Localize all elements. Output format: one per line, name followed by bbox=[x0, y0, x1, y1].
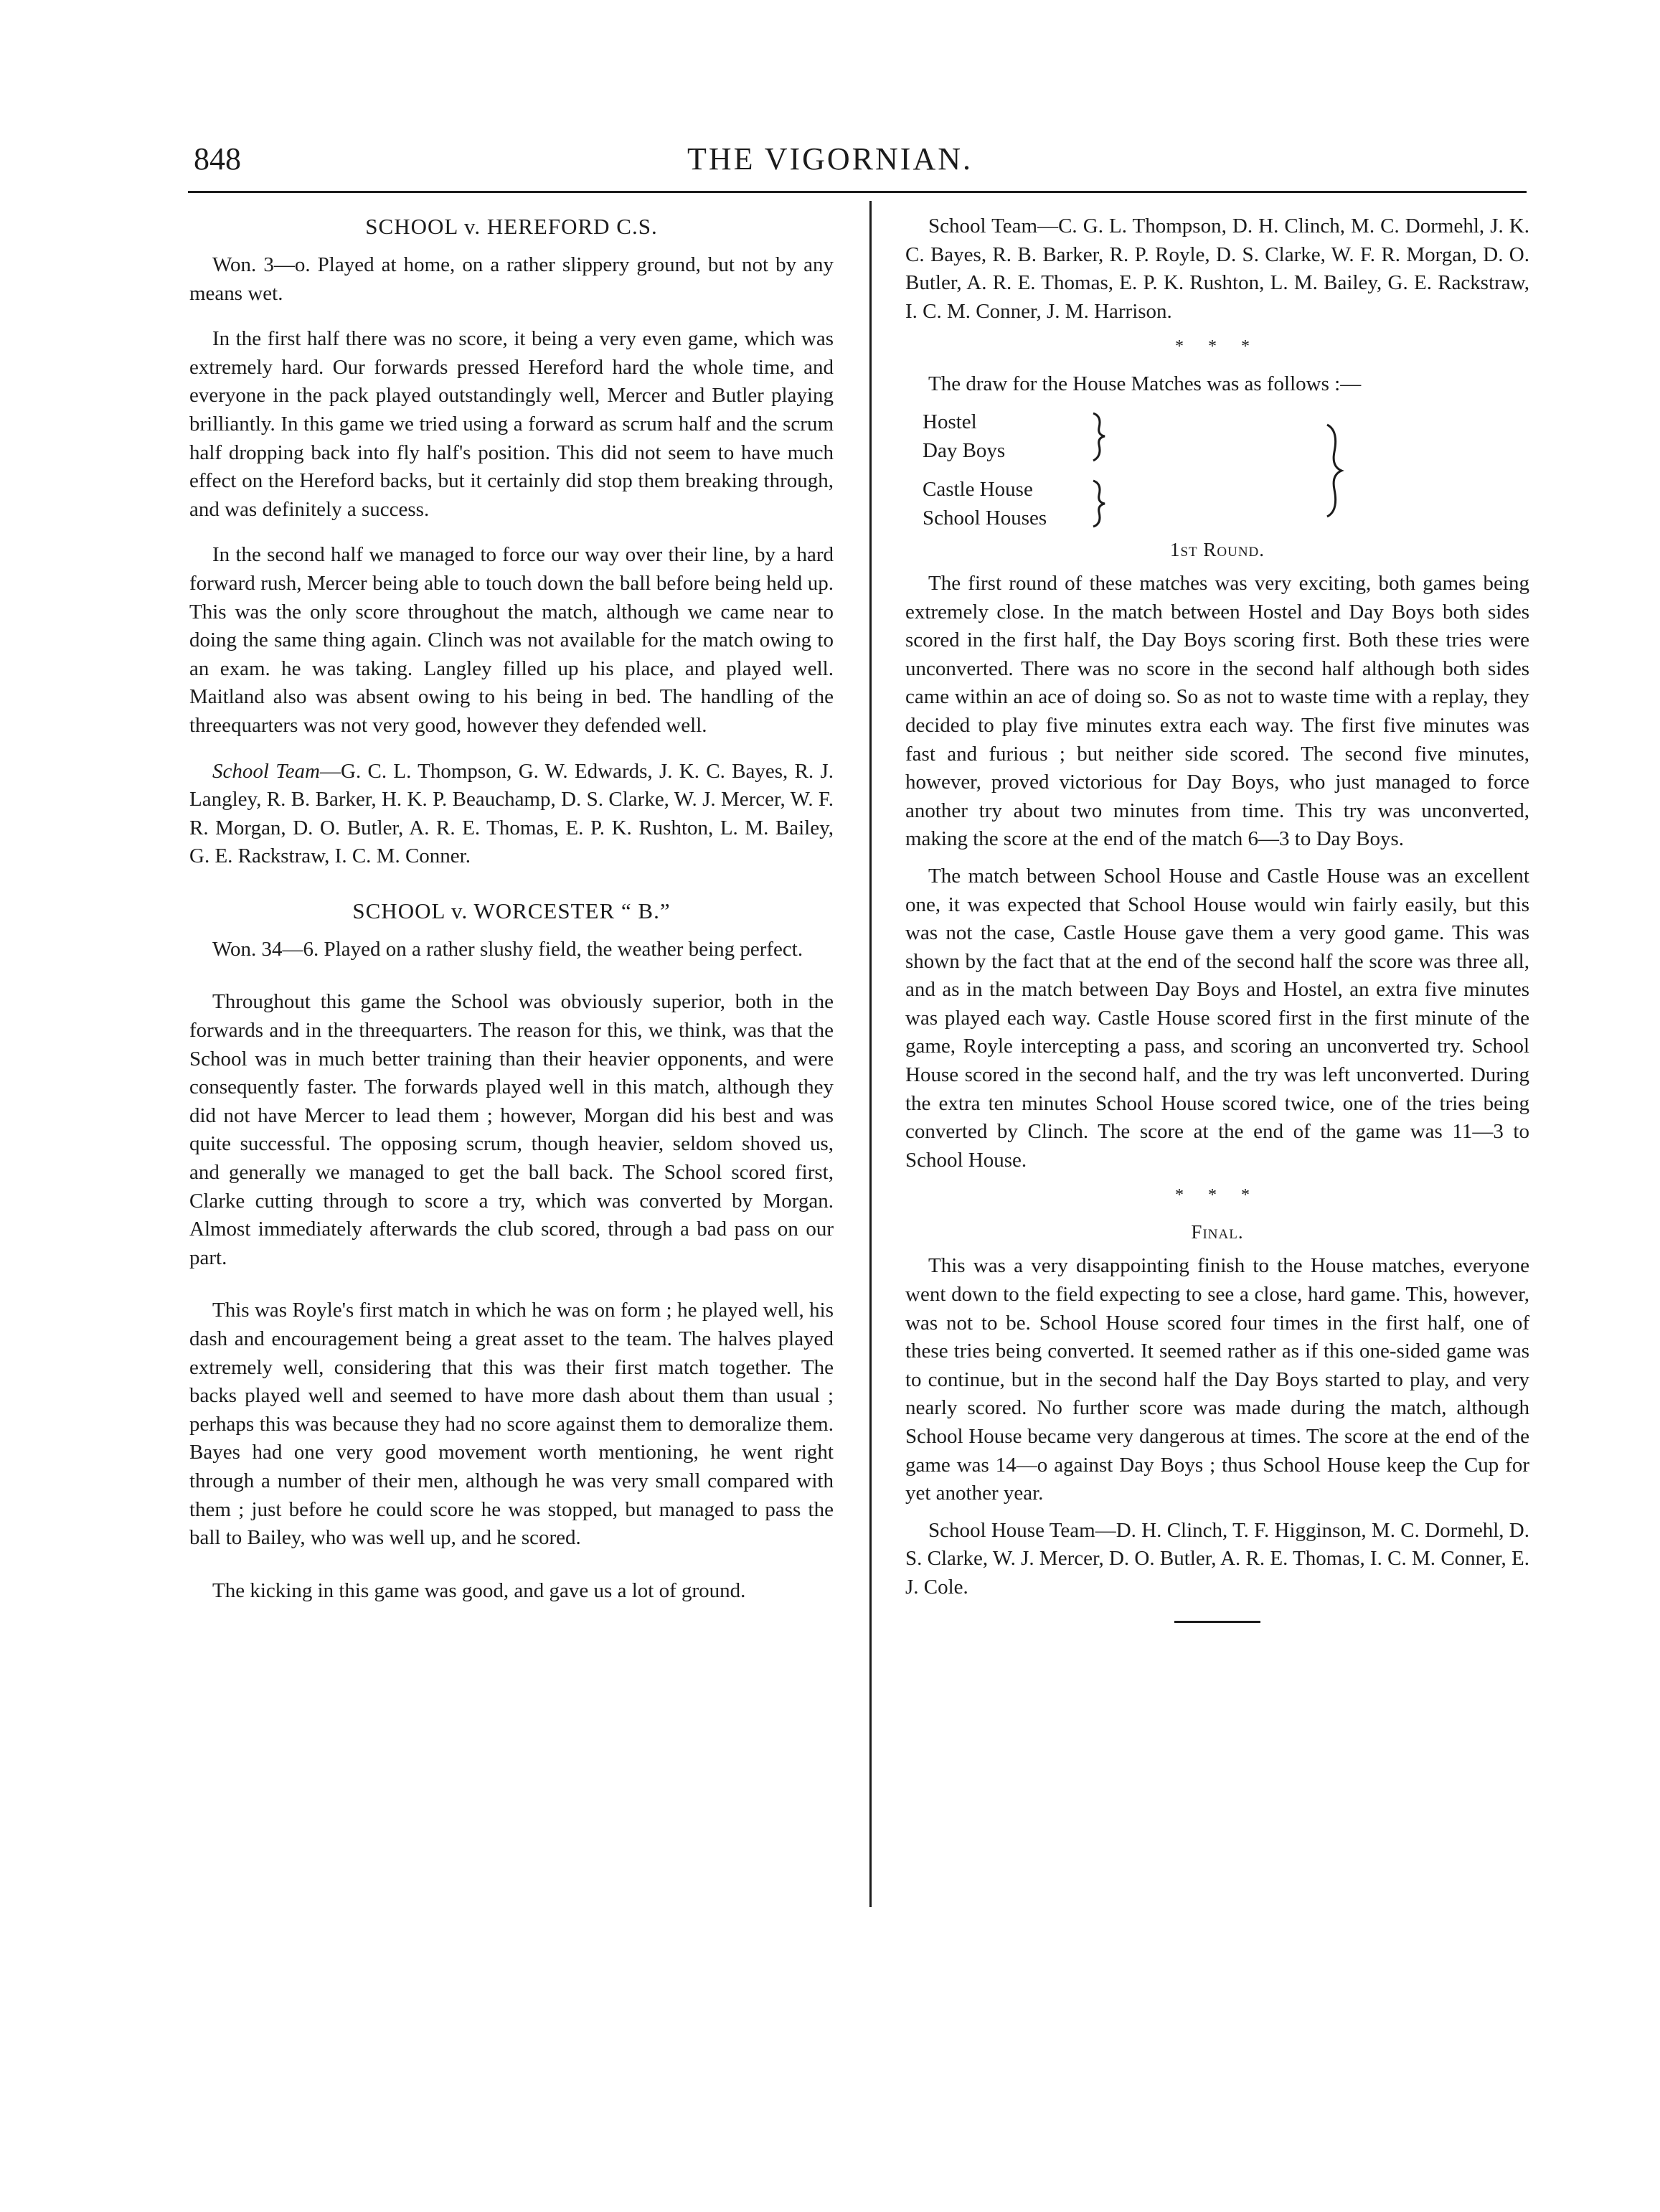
header-rule bbox=[188, 191, 1527, 193]
hereford-second-half: In the second half we managed to force our way over their line, by a hard forward rush, Mercer being able to touch down the ball before being held up. This was the only score throughout the match, although we came near to doing the same thing again. Clinch was not available for the match owing to an exam. he was taking. Langley filled up his place, and played well. Maitland also was absent owing to his being in bed. The handling of the threequarters was not very good, however they defended well. bbox=[189, 543, 834, 737]
bracket-lines bbox=[905, 408, 1529, 530]
running-title: THE VIGORNIAN. bbox=[687, 141, 973, 177]
hereford-result: Won. 3—o. Played at home, on a rather slippery ground, but not by any means wet. bbox=[189, 253, 834, 305]
final-report: This was a very disappointing finish to the House matches, everyone went down to the field expecting to see a close, hard game. This, however, was not to be. School House scored four times in the first half, one of these tries being converted. It seemed rather as if this one-sided game was to continue, but in the second half the Day Boys started to play, and very nearly scored. No further score was made during the match, although School House became very dangerous at times. The score at the end of the game was 14—o against Day Boys ; thus School House keep the Cup for yet another year. bbox=[905, 1254, 1529, 1505]
section-asterisks: * * * bbox=[1175, 337, 1260, 357]
bracket-brace-final bbox=[1327, 425, 1341, 517]
first-round-heading: 1st Round. bbox=[1169, 538, 1265, 560]
bracket-brace-1 bbox=[1093, 413, 1105, 461]
hereford-team bbox=[189, 758, 834, 871]
hereford-team-label: School Team bbox=[212, 759, 321, 783]
bracket-brace-2 bbox=[1093, 481, 1105, 527]
column-divider bbox=[869, 201, 872, 1907]
final-heading: Final. bbox=[1191, 1221, 1244, 1243]
worcester-play: Throughout this game the School was obviously superior, both in the forwards and in the threequarters. The reason for this, we think, was that the School was in much better training than their heavier opponents, and were consequently faster. The forwards played well in this match, although they did not have Mercer to lead them ; however, Morgan did his best and was quite successful. The opposing scrum, though heavier, seldom shoved us, and generally we managed to get the ball back. The School scored first, Clarke cutting through to score a try, which was converted by Morgan. Almost immediately afterwards the club scored, through a bad pass on our part. bbox=[189, 990, 834, 1269]
right-column bbox=[905, 212, 1529, 1623]
draw-team-castle-house: Castle House bbox=[923, 477, 1033, 501]
worcester-heading: SCHOOL v. WORCESTER “ B.” bbox=[352, 898, 671, 923]
page-number: 848 bbox=[194, 141, 241, 177]
hereford-team-list: —G. C. L. Thompson, G. W. Edwards, J. K. C. Bayes, R. J. Langley, R. B. Barker, H. K. P. Beauchamp, D. S. Clarke, W. J. Mercer, W. F. R. Morgan, D. O. Butler, A. R. E. Thomas, E. P. K. Rushton, L. M. Bailey, G. E. Rackstraw, I. C. M. Conner. bbox=[189, 759, 834, 868]
hereford-heading: SCHOOL v. HEREFORD C.S. bbox=[365, 214, 658, 239]
draw-team-hostel: Hostel bbox=[923, 410, 977, 433]
section-asterisks: * * * bbox=[1175, 1186, 1260, 1205]
worcester-kicking: The kicking in this game was good, and gave us a lot of ground. bbox=[212, 1578, 746, 1602]
school-house-team-list: School House Team—D. H. Clinch, T. F. Higginson, M. C. Dormehl, D. S. Clarke, W. J. Mercer, D. O. Butler, A. R. E. Thomas, I. C. M. Conner, E. J. Cole. bbox=[905, 1518, 1529, 1599]
house-draw-bracket bbox=[905, 408, 1529, 530]
draw-intro: The draw for the House Matches was as follows :— bbox=[928, 372, 1362, 396]
left-column bbox=[189, 212, 834, 1614]
first-round-school-castle: The match between School House and Castle House was an excellent one, it was expected that School House would win fairly easily, but this was not the case, Castle House gave them a very good game. This was shown by the fact that at the end of the second half the score was three all, and as in the match between Day Boys and Hostel, an extra five minutes was played each way. Castle House scored first in the first minute of the game, Royle intercepting a pass, and scoring an unconverted try. School House scored in the second half, and the try was left unconverted. During the extra ten minutes School House scored twice, one of the tries being converted by Clinch. The score at the end of the game was 11—3 to School House. bbox=[905, 864, 1529, 1172]
draw-team-day-boys: Day Boys bbox=[923, 438, 1006, 462]
end-rule bbox=[1174, 1621, 1260, 1623]
first-round-hostel-dayboys: The first round of these matches was very exciting, both games being extremely close. In the match between Hostel and Day Boys both sides scored in the first half, the Day Boys scoring first. Both these tries were unconverted. There was no score in the second half although both sides came within an ace of doing so. So as not to waste time with a replay, they decided to play five minutes extra each way. The first five minutes was fast and furious ; but neither side scored. The second five minutes, however, proved victorious for Day Boys, who just managed to force another try about two minutes from time. This try was unconverted, making the score at the end of the match 6—3 to Day Boys. bbox=[905, 571, 1529, 851]
school-team-list: School Team—C. G. L. Thompson, D. H. Clinch, M. C. Dormehl, J. K. C. Bayes, R. B. Barker, R. P. Royle, D. S. Clarke, W. F. R. Morgan, D. O. Butler, A. R. E. Thomas, E. P. K. Rushton, L. M. Bailey, G. E. Rackstraw, I. C. M. Conner, J. M. Harrison. bbox=[905, 215, 1529, 323]
worcester-result: Won. 34—6. Played on a rather slushy field, the weather being perfect. bbox=[212, 937, 803, 961]
worcester-royle: This was Royle's first match in which he was on form ; he played well, his dash and encouragement being a great asset to the team. The halves played extremely well, considering that this was their first match together. The backs played well and seemed to have more dash about them than usual ; perhaps this was because they had no score against them to demoralize them. Bayes had one very good movement worth mentioning, he went right through a number of their men, although he was very small compared with them ; just before he could score he was stopped, but managed to pass the ball to Bailey, who was well up, and he scored. bbox=[189, 1299, 834, 1550]
hereford-first-half: In the first half there was no score, it being a very even game, which was extremely hard. Our forwards pressed Hereford hard the whole time, and everyone in the pack played outstandingly well, Mercer and Butler playing brilliantly. In this game we tried using a forward as scrum half and the scrum half dropping back into fly half's position. This did not seem to have much effect on the Hereford backs, but it certainly did stop them breaking through, and was definitely a success. bbox=[189, 327, 834, 521]
draw-team-school-houses: School Houses bbox=[923, 506, 1047, 530]
